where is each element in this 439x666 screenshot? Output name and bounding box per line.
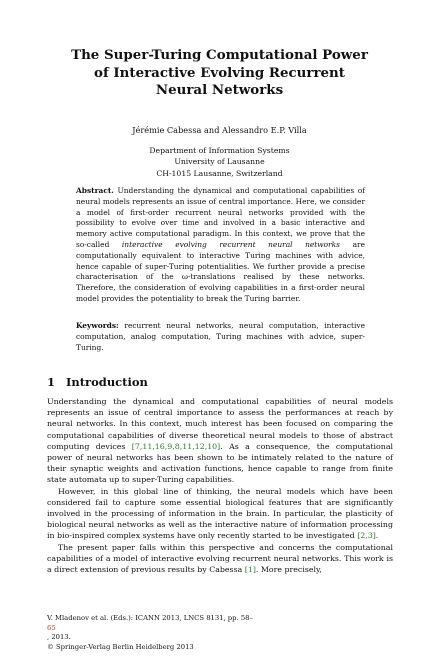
- abstract-italic: interactive evolving recurrent neural networks: [121, 239, 340, 249]
- affiliation-line-3: CH-1015 Lausanne, Switzerland: [156, 168, 283, 178]
- section-title: Introduction: [66, 375, 148, 389]
- footer-citation-text-a: V. Mladenov et al. (Eds.): ICANN 2013, LNCS 8131, pp. 58–: [47, 614, 253, 622]
- affiliation: [0, 145, 439, 179]
- footer-line-1: [47, 614, 253, 643]
- title-line-1: The Super-Turing Computational Power: [71, 47, 368, 63]
- body-text: [47, 396, 393, 575]
- citation-link[interactable]: [2,3]: [357, 531, 376, 541]
- citation-link[interactable]: [7,11,16,9,8,11,12,10]: [131, 441, 221, 451]
- paragraph-2-text-b: .: [375, 531, 379, 541]
- section-heading: [47, 375, 148, 389]
- affiliation-line-2: University of Lausanne: [174, 157, 265, 167]
- section-number: 1: [47, 375, 56, 389]
- paragraph-1-text-b: . As a consequence, the computational power of neural networks has been shown to be intimately related to the nature of their synaptic weights and activation functions, hence capable to range from finite state automata up to super-Turing capabilities.: [47, 441, 394, 485]
- abstract-text-2: are computationally equivalent to interactive Turing machines with advice, hence capable of super-Turing potentialities. We further provide a precise characterisation of the ω-translations realised by these networks. Therefore, the consideration of evolving capabilities in a first-order neural model provides the potentiality to break the Turing barrier.: [76, 239, 365, 303]
- abstract: [76, 186, 365, 305]
- authors: Jérémie Cabessa and Alessandro E.P. Villa: [132, 125, 307, 135]
- abstract-text-1: Understanding the dynamical and computational capabilities of neural models represents an issue of central importance. Here, we consider a model of first-order recurrent neural networks provided with the possibility to evolve over time and involved in a basic interactive and memory active computational paradigm. In this context, we prove that the so-called: [76, 186, 365, 249]
- footer-citation-text-b: , 2013.: [47, 633, 71, 642]
- paragraph-1-text-a: Understanding the dynamical and computational capabilities of neural models represents an issue of central importance to assess the performances at reach by neural networks. In this context, much interest has been focused on comparing the computational capabilities of diverse theoretical neural models to those of abstract computing devices: [47, 397, 393, 451]
- paragraph-2-text-a: However, in this global line of thinking, the neural models which have been considered fail to capture some essential biological features that are significantly involved in the processing of information in the brain. In particular, the plasticity of biological neural networks as well as the interactive nature of information processing in bio-inspired complex systems have only recently started to be investigated: [47, 486, 393, 541]
- paper-title: [0, 47, 439, 100]
- affiliation-line-1: Department of Information Systems: [149, 146, 290, 155]
- citation-link[interactable]: [1]: [244, 565, 256, 575]
- keywords-label: Keywords:: [76, 321, 119, 330]
- page-end-link[interactable]: 65: [47, 623, 56, 632]
- footer-line-2: © Springer-Verlag Berlin Heidelberg 2013: [47, 642, 194, 651]
- title-line-2: of Interactive Evolving Recurrent: [94, 64, 345, 81]
- keywords: [76, 321, 365, 353]
- title-line-3: Neural Networks: [155, 82, 284, 98]
- keywords-text: recurrent neural networks, neural computation, interactive computation, analog computation, Turing machines with advice, super-Turing.: [76, 321, 365, 352]
- abstract-label: Abstract.: [76, 186, 114, 195]
- paragraph-2: [47, 486, 393, 542]
- paragraph-1: [47, 396, 393, 486]
- page-footer: [47, 614, 253, 652]
- paragraph-3-text-b: . More precisely,: [255, 565, 322, 575]
- paragraph-3-text-a: The present paper falls within this perspective and concerns the computational capabilities of a model of interactive evolving recurrent neural networks. This work is a direct extension of previous results by Cabessa: [47, 542, 393, 575]
- paragraph-3: [47, 542, 393, 576]
